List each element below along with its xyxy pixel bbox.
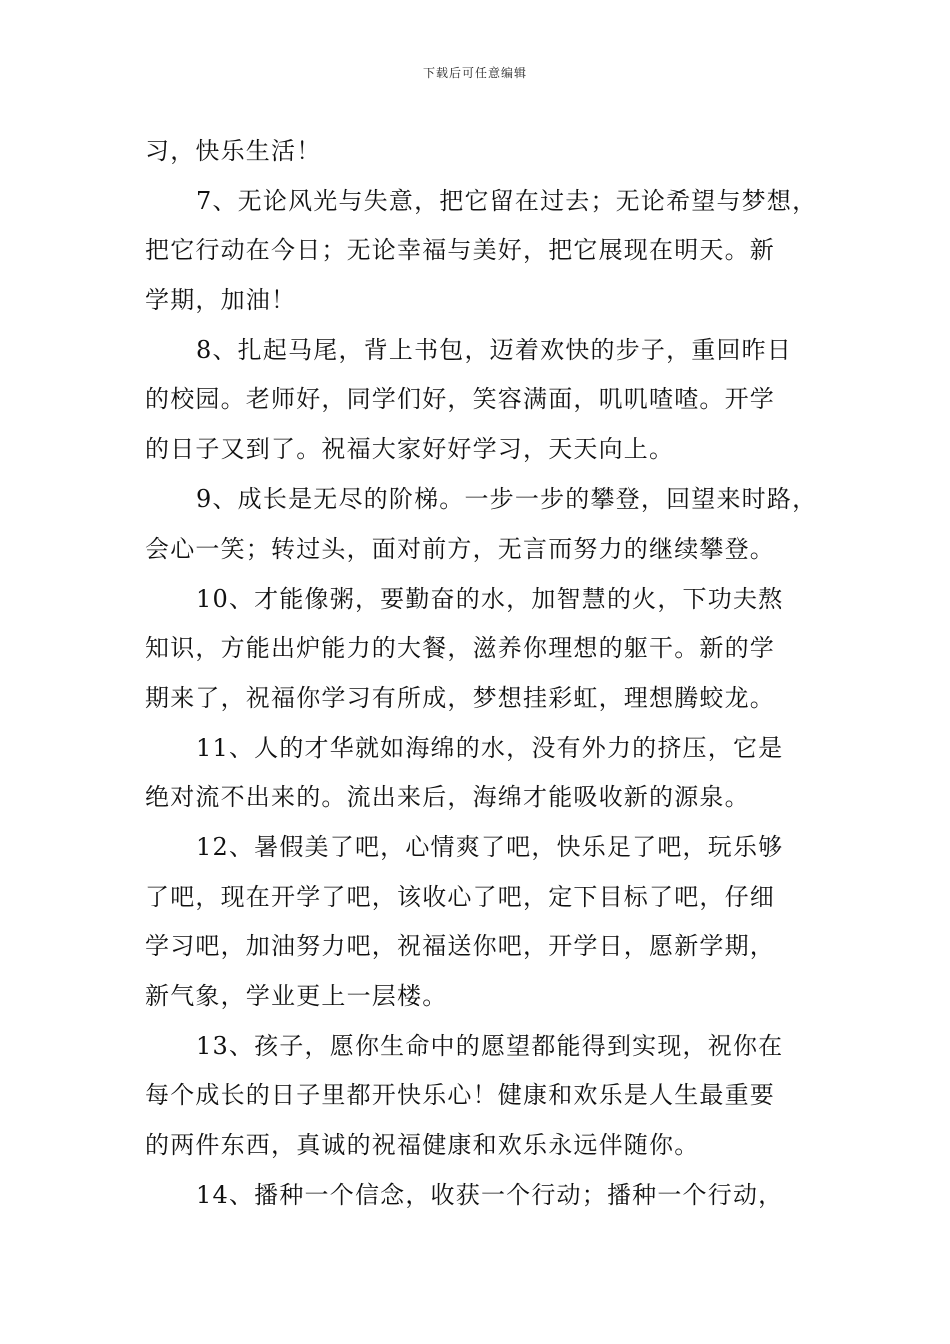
text-line: 会心一笑；转过头，面对前方，无言而努力的继续攀登。 bbox=[145, 535, 775, 563]
text-line: 学期，加油！ bbox=[145, 286, 297, 314]
text-line: 12、暑假美了吧，心情爽了吧，快乐足了吧，玩乐够 bbox=[196, 833, 784, 861]
text-line: 的两件东西，真诚的祝福健康和欢乐永远伴随你。 bbox=[145, 1131, 700, 1159]
text-line: 期来了，祝福你学习有所成，梦想挂彩虹，理想腾蛟龙。 bbox=[145, 684, 775, 712]
text-line: 13、孩子，愿你生命中的愿望都能得到实现，祝你在 bbox=[196, 1032, 784, 1060]
text-line: 习，快乐生活！ bbox=[145, 137, 322, 165]
text-line: 14、播种一个信念，收获一个行动；播种一个行动， bbox=[196, 1181, 784, 1209]
text-line: 了吧，现在开学了吧，该收心了吧，定下目标了吧，仔细 bbox=[145, 883, 775, 911]
text-line: 10、才能像粥，要勤奋的水，加智慧的火，下功夫熬 bbox=[196, 585, 784, 613]
text-line: 知识，方能出炉能力的大餐，滋养你理想的躯干。新的学 bbox=[145, 634, 775, 662]
text-line: 11、人的才华就如海绵的水，没有外力的挤压，它是 bbox=[196, 734, 784, 762]
text-line: 把它行动在今日；无论幸福与美好，把它展现在明天。新 bbox=[145, 236, 775, 264]
text-line: 新气象，学业更上一层楼。 bbox=[145, 982, 448, 1010]
text-line: 9、成长是无尽的阶梯。一步一步的攀登，回望来时路， bbox=[196, 485, 818, 513]
text-line: 每个成长的日子里都开快乐心！健康和欢乐是人生最重要 bbox=[145, 1081, 775, 1109]
page-header: 下载后可任意编辑 bbox=[422, 66, 527, 80]
text-line: 8、扎起马尾，背上书包，迈着欢快的步子，重回昨日 bbox=[196, 336, 793, 364]
text-line: 的日子又到了。祝福大家好好学习，天天向上。 bbox=[145, 435, 675, 463]
text-line: 7、无论风光与失意，把它留在过去；无论希望与梦想， bbox=[196, 187, 818, 215]
text-line: 的校园。老师好，同学们好，笑容满面，叽叽喳喳。开学 bbox=[145, 385, 775, 413]
text-line: 学习吧，加油努力吧，祝福送你吧，开学日，愿新学期， bbox=[145, 932, 775, 960]
text-line: 绝对流不出来的。流出来后，海绵才能吸收新的源泉。 bbox=[145, 783, 750, 811]
